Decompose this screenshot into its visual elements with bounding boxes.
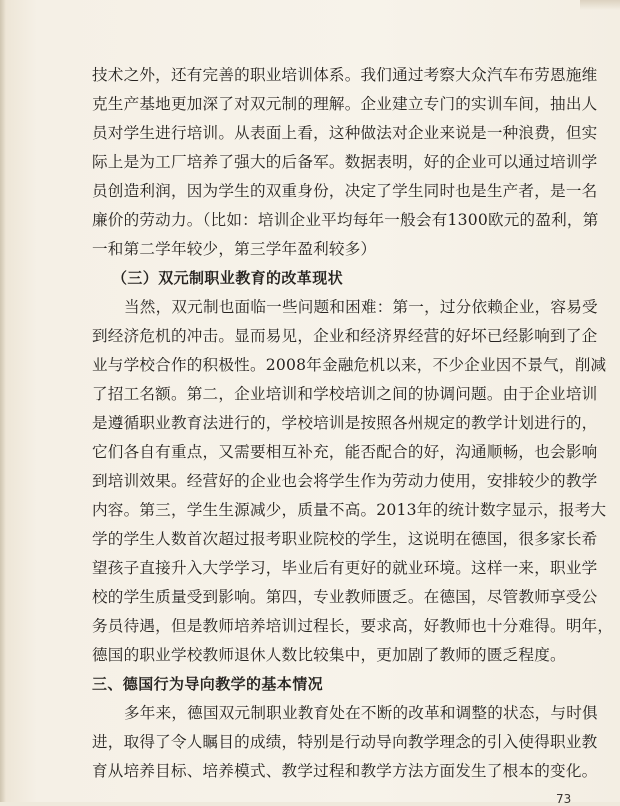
text-line: 廉价的劳动力。（比如：培训企业平均每年一般会有1300欧元的盈利，第 <box>92 211 599 229</box>
text-line: 育从培养目标、培养模式、教学过程和教学方法方面发生了根本的变化。 <box>92 762 598 780</box>
text-line: 学的学生人数首次超过报考职业院校的学生，这说明在德国，很多家长希 <box>92 530 598 548</box>
text-line: 业与学校合作的积极性。2008年金融危机以来，不少企业因不景气，削减 <box>92 356 607 374</box>
text-line: 校的学生质量受到影响。第四，专业教师匮乏。在德国，尽管教师享受公 <box>92 588 598 606</box>
text-line: 当然，双元制也面临一些问题和困难：第一，过分依赖企业，容易受 <box>124 298 598 316</box>
text-line: 际上是为工厂培养了强大的后备军。数据表明，好的企业可以通过培训学 <box>92 153 598 171</box>
text-line: 是遵循职业教育法进行的，学校培训是按照各州规定的教学计划进行的， <box>92 414 598 432</box>
text-line: 德国的职业学校教师退休人数比较集中，更加剧了教师的匮乏程度。 <box>92 646 566 664</box>
text-line: 克生产基地更加深了对双元制的理解。企业建立专门的实训车间，抽出人 <box>92 95 598 113</box>
text-line: 进，取得了令人瞩目的成绩，特别是行动导向教学理念的引入使得职业教 <box>92 733 598 751</box>
text-line: 一和第二学年较少，第三学年盈利较多） <box>92 240 377 258</box>
text-line: 员对学生进行培训。从表面上看，这种做法对企业来说是一种浪费，但实 <box>92 124 598 142</box>
text-line: 务员待遇，但是教师培养培训过程长，要求高，好教师也十分难得。明年， <box>92 617 614 635</box>
text-line: 了招工名额。第二，企业培训和学校培训之间的协调问题。由于企业培训 <box>92 385 598 403</box>
text-line: 到经济危机的冲击。显而易见，企业和经济界经营的好坏已经影响到了企 <box>92 327 598 345</box>
page-number: 73 <box>556 792 572 806</box>
text-line: 技术之外，还有完善的职业培训体系。我们通过考察大众汽车布劳恩施维 <box>92 66 598 84</box>
section-heading-3: （三）双元制职业教育的改革现状 <box>112 269 344 287</box>
text-line: 它们各自有重点，又需要相互补充，能否配合的好，沟通顺畅，也会影响 <box>92 443 598 461</box>
text-line: 到培训效果。经营好的企业也会将学生作为劳动力使用，安排较少的教学 <box>92 472 598 490</box>
text-line: 望孩子直接升入大学学习，毕业后有更好的就业环境。这样一来，职业学 <box>92 559 598 577</box>
text-line: 员创造利润，因为学生的双重身份，决定了学生同时也是生产者，是一名 <box>92 182 598 200</box>
text-line: 多年来，德国双元制职业教育处在不断的改革和调整的状态，与时俱 <box>124 704 598 722</box>
text-line: 内容。第三，学生生源减少，质量不高。2013年的统计数字显示，报考大 <box>92 501 607 519</box>
section-heading-main: 三、德国行为导向教学的基本情况 <box>92 675 324 693</box>
